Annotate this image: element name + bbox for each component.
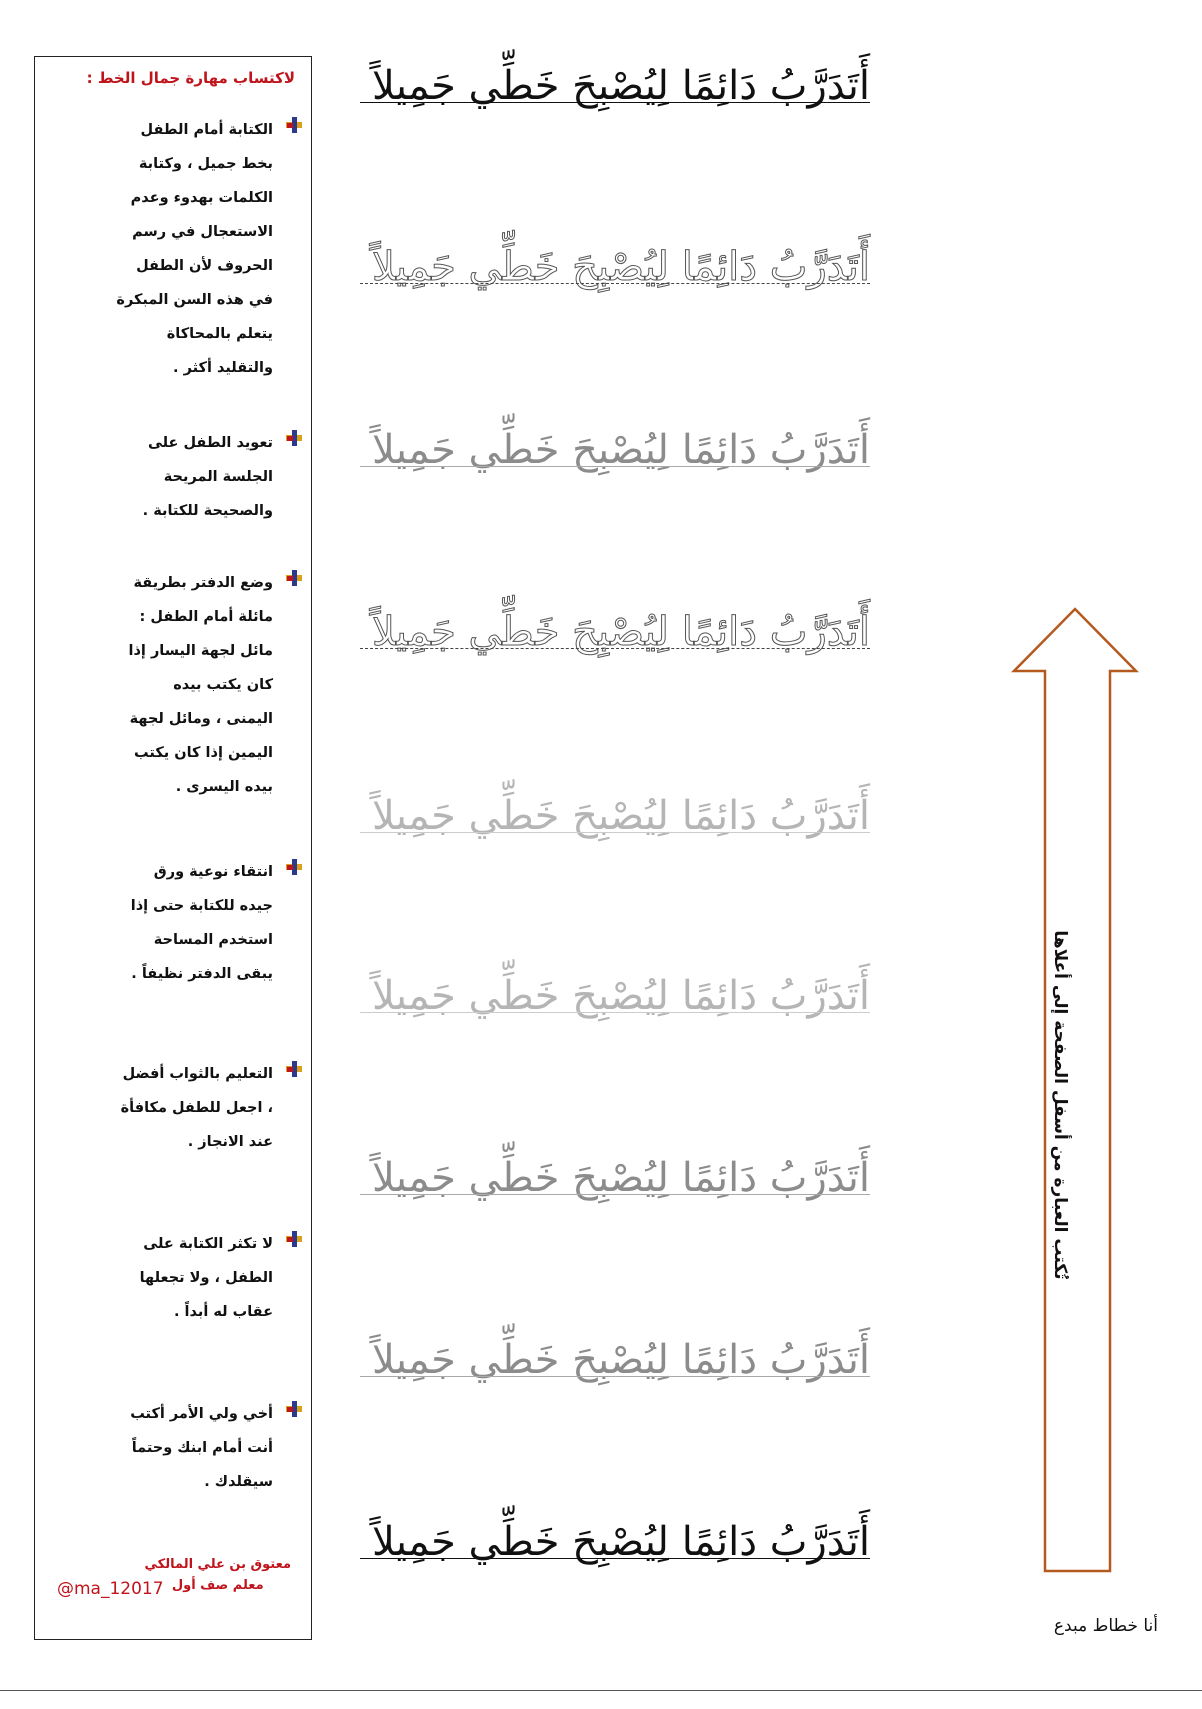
tip-line: عند الانجاز .: [187, 1134, 273, 1150]
baseline: [360, 1194, 870, 1195]
tip-item: [73, 566, 273, 804]
practice-row: [360, 420, 870, 500]
up-arrow-icon: [1010, 605, 1140, 1575]
baseline: [360, 1558, 870, 1559]
tip-line: بخط جميل ، وكتابة: [138, 156, 273, 172]
baseline: [360, 648, 870, 649]
baseline: [360, 466, 870, 467]
practice-row: [360, 237, 870, 317]
tip-line: وضع الدفتر بطريقة: [133, 575, 273, 591]
social-handle: @ma_12017: [57, 1579, 164, 1599]
page-divider: [0, 1690, 1202, 1691]
tip-item: [73, 1227, 273, 1329]
tip-line: انتقاء نوعية ورق: [153, 864, 273, 880]
practice-sentence: أَتَدَرَّبُ دَائِمًا لِيُصْبِحَ خَطِّي جَمِيلاً: [372, 1519, 870, 1565]
tip-line: الطفل ، ولا تجعلها: [139, 1270, 273, 1286]
tip-line: يتعلم بالمحاكاة: [166, 326, 273, 342]
tips-panel: [34, 56, 312, 1640]
instruction-text: تُكتب العبارة من أسفل الصفحة إلى أعلاها: [1050, 930, 1070, 1280]
bullet-icon: [283, 428, 305, 448]
tip-line: والصحيحة للكتابة .: [142, 503, 273, 519]
practice-row: [360, 1148, 870, 1228]
tip-line: سيقلدك .: [204, 1474, 273, 1490]
tip-line: استخدم المساحة: [153, 932, 273, 948]
author-credit: [145, 1557, 292, 1593]
tip-line: الكتابة أمام الطفل: [140, 122, 273, 138]
tip-item: [73, 113, 273, 385]
tip-line: جيده للكتابة حتى إذا: [130, 898, 273, 914]
tip-item: [73, 426, 273, 528]
practice-row: [360, 966, 870, 1046]
bullet-icon: [283, 568, 305, 588]
practice-sentence: أَتَدَرَّبُ دَائِمًا لِيُصْبِحَ خَطِّي جَمِيلاً: [372, 63, 870, 109]
practice-row: [360, 1512, 870, 1592]
tip-item: [73, 1397, 273, 1499]
baseline: [360, 283, 870, 284]
practice-row: [360, 1330, 870, 1410]
practice-sentence: أَتَدَرَّبُ دَائِمًا لِيُصْبِحَ خَطِّي جَمِيلاً: [372, 244, 870, 290]
tip-line: الحروف لأن الطفل: [136, 258, 273, 274]
bullet-icon: [283, 857, 305, 877]
tip-line: مائل لجهة اليسار إذا: [128, 643, 273, 659]
author-name: معتوق بن علي المالكي: [144, 1557, 291, 1572]
tips-title: لاكتساب مهارة جمال الخط :: [86, 69, 295, 87]
practice-row: [360, 56, 870, 136]
tip-line: أخي ولي الأمر أكتب: [130, 1406, 273, 1422]
tip-line: بيده اليسرى .: [175, 779, 273, 795]
tip-line: اليمنى ، ومائل لجهة: [129, 711, 273, 727]
tip-line: كان يكتب بيده: [173, 677, 273, 693]
bullet-icon: [283, 1059, 305, 1079]
tip-line: تعويد الطفل على: [147, 435, 273, 451]
bullet-icon: [283, 1399, 305, 1419]
footer-caption: أنا خطاط مبدع: [1053, 1616, 1158, 1636]
baseline: [360, 1012, 870, 1013]
practice-row: [360, 602, 870, 682]
practice-sentence: أَتَدَرَّبُ دَائِمًا لِيُصْبِحَ خَطِّي جَمِيلاً: [372, 1337, 870, 1383]
tip-line: أنت أمام ابنك وحتماً: [131, 1440, 273, 1456]
tip-line: عقاب له أبداً .: [173, 1304, 273, 1320]
baseline: [360, 102, 870, 103]
tip-line: مائلة أمام الطفل :: [139, 609, 273, 625]
tip-item: [73, 855, 273, 991]
tip-line: ، اجعل للطفل مكافأة: [120, 1100, 273, 1116]
baseline: [360, 1376, 870, 1377]
tip-line: الجلسة المريحة: [163, 469, 273, 485]
baseline: [360, 832, 870, 833]
tip-line: الاستعجال في رسم: [132, 224, 273, 240]
practice-sentence: أَتَدَرَّبُ دَائِمًا لِيُصْبِحَ خَطِّي جَمِيلاً: [372, 427, 870, 473]
bullet-icon: [283, 1229, 305, 1249]
tip-line: في هذه السن المبكرة: [116, 292, 273, 308]
tip-line: والتقليد أكثر .: [173, 360, 273, 376]
practice-sentence: أَتَدَرَّبُ دَائِمًا لِيُصْبِحَ خَطِّي جَمِيلاً: [372, 1155, 870, 1201]
tip-item: [73, 1057, 273, 1159]
tip-line: لا تكثر الكتابة على: [143, 1236, 273, 1252]
practice-sentence: أَتَدَرَّبُ دَائِمًا لِيُصْبِحَ خَطِّي جَمِيلاً: [372, 793, 870, 839]
tip-line: الكلمات بهدوء وعدم: [130, 190, 273, 206]
author-role: معلم صف أول: [171, 1578, 264, 1593]
tip-line: التعليم بالثواب أفضل: [122, 1066, 273, 1082]
practice-row: [360, 786, 870, 866]
tip-line: اليمين إذا كان يكتب: [134, 745, 273, 761]
practice-sentence: أَتَدَرَّبُ دَائِمًا لِيُصْبِحَ خَطِّي جَمِيلاً: [372, 973, 870, 1019]
practice-sentence: أَتَدَرَّبُ دَائِمًا لِيُصْبِحَ خَطِّي جَمِيلاً: [372, 609, 870, 655]
bullet-icon: [283, 115, 305, 135]
tip-line: يبقى الدفتر نظيفاً .: [131, 966, 273, 982]
